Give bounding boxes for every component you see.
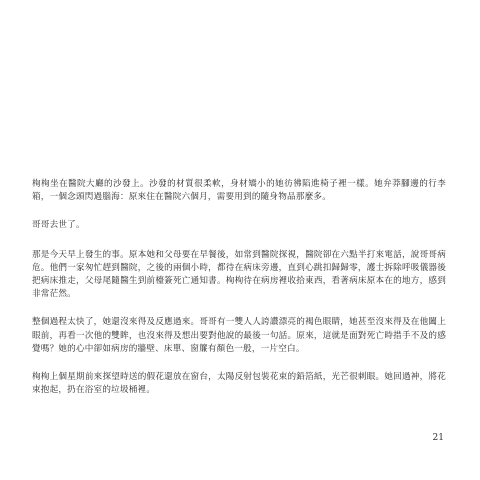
page-number: 21 xyxy=(432,433,444,443)
body-text xyxy=(32,178,446,412)
paragraph-2: 哥哥去世了。 xyxy=(32,220,85,231)
paragraph-5: 栒栒上個星期前來探望時送的假花還放在窗台，太陽反射包裝花束的鉛箔紙，光芒很刺眼。她回過神，將花束抱起，扔在浴室的垃圾桶裡。 xyxy=(32,372,446,396)
paragraph-4: 整個過程太快了，她還沒來得及反應過來。哥哥有一雙人人誇讚漂亮的褐色眼睛，她甚至沒來得及在他闔上眼前，再看一次他的雙眸，也沒來得及想出要對他說的最後一句話。原來，這就是面對死亡時措手不及的感覺嗎？她的心中卻如病房的牆壁、床單、窗簾有顏色一般，一片空白。 xyxy=(32,317,446,354)
paragraph-1: 栒栒坐在醫院大廳的沙發上。沙發的材質很柔軟，身材矯小的她彷彿陷進椅子裡一樣。她弁莽腳邊的行李箱，一個念頭閃過腦海：原來住在醫院六個月，需要用到的隨身物品那麼多。 xyxy=(32,179,446,203)
paragraph-3: 那是今天早上發生的事。原本她和父母要在早餐後，如常到醫院探視，醫院卻在六點半打來電話，說哥哥病危。他們一家匆忙趕到醫院，之後的兩個小時，都待在病床旁邊，直到心跳扣歸歸零，護士拆除呼吸儀器後把病床推走，父母尾隨醫生到前檯簽死亡通知書。栒栒待在病房裡收拾東西，看著病床原本在的地方，感到非常茫然。 xyxy=(32,249,446,300)
